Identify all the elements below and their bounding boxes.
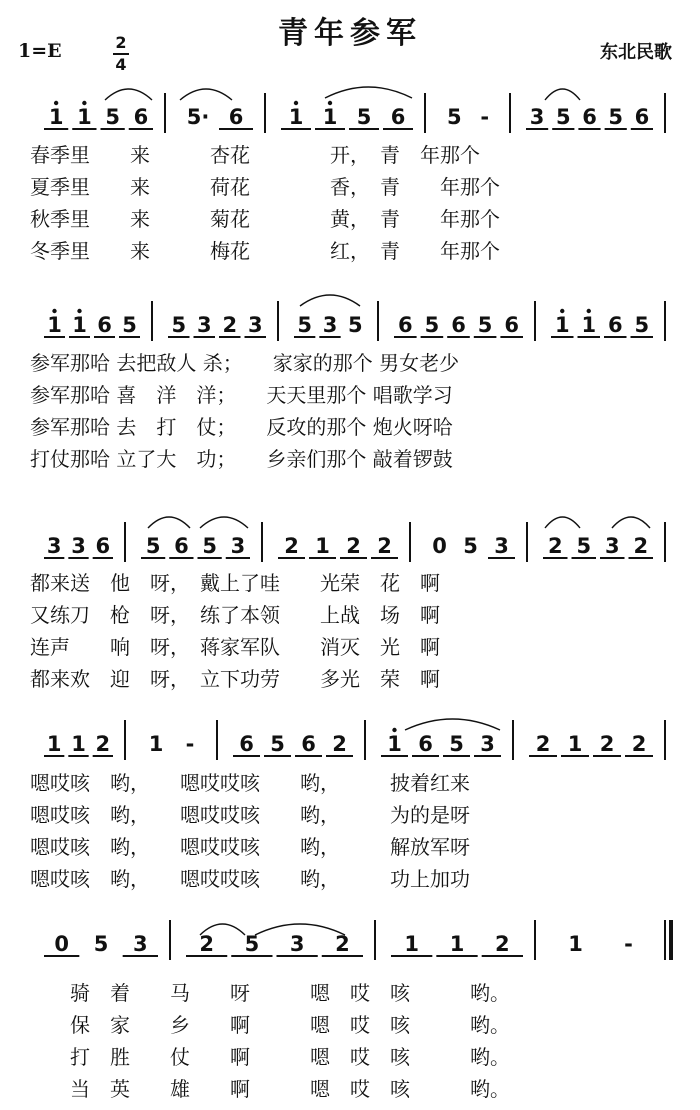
note: 2 [332,732,347,756]
note: 5 [93,932,109,956]
note: 1 [404,932,419,956]
lyric-line: 骑 着 马 呀 嗯 哎 咳 哟。 [70,981,510,1005]
note: 5 [446,105,462,129]
note: - [624,932,633,956]
note: 5 [477,313,493,337]
slur-arc [405,719,500,730]
note: 6 [634,105,650,129]
note: 6 [397,313,413,337]
lyric-line: 参军那哈 去 打 仗； 反攻的那个 炮火呀哈 [30,415,453,439]
note: 0 [54,932,69,956]
note: 2 [199,932,214,956]
note: 6 [97,313,112,337]
note: 2 [335,932,350,956]
note: 1 [71,732,86,756]
note: 6 [451,313,466,337]
high-octave-dot [77,309,81,313]
note: 1 [554,313,570,337]
note: 6 [418,732,433,756]
note: 5 [449,732,464,756]
note: 6 [390,105,406,129]
note: 3 [230,534,246,558]
note: 5 [145,534,161,558]
slur-arc [148,517,190,528]
note: 5 [270,732,285,756]
note: 2 [631,732,647,756]
note: 6 [504,313,520,337]
note: 5 [297,313,312,337]
high-octave-dot [82,101,86,105]
lyric-line: 打仗那哈 立了大 功； 乡亲们那个 敲着锣鼓 [30,447,453,471]
lyric-line: 保 家 乡 啊 嗯 哎 咳 哟。 [70,1013,510,1037]
note: 3 [247,313,263,337]
high-octave-dot [52,309,56,313]
note: 5 [105,105,120,129]
note: 3 [480,732,495,756]
lyric-line: 嗯哎咳 哟， 嗯哎哎咳 哟， 功上加功 [30,867,470,891]
note: 1 [288,105,304,129]
note: 1 [72,313,87,337]
lyric-line: 又练刀 枪 呀， 练了本领 上战 场 啊 [30,603,440,627]
note: 5 [348,313,363,337]
lyric-line: 都来送 他 呀， 戴上了哇 光荣 花 啊 [30,571,440,595]
note: 6 [95,534,111,558]
note: 2 [377,534,392,558]
note: 6 [174,534,189,558]
note: 1 [47,313,62,337]
note: 1 [567,732,583,756]
slur-arc [180,89,232,100]
note: 2 [547,534,563,558]
note: 0 [432,534,447,558]
note: 5 [171,313,187,337]
note: 6 [607,313,623,337]
note: 1 [148,732,164,756]
note: 3 [322,313,338,337]
note: 3 [196,313,212,337]
note: 1 [387,732,402,756]
note: 3 [494,534,509,558]
note: 6 [228,105,244,129]
high-octave-dot [560,309,564,313]
lyric-line: 秋季里 来 菊花 黄， 青 年那个 [30,207,500,231]
note: 2 [95,732,111,756]
note: 1 [48,105,64,129]
note: 5 [244,932,260,956]
note: 5 [555,105,571,129]
note: 6 [582,105,597,129]
note: 2 [535,732,551,756]
high-octave-dot [392,728,396,732]
note: 2 [346,534,361,558]
note: - [480,105,490,129]
note: 5 [122,313,137,337]
note: 5 [608,105,624,129]
note: 5 [634,313,650,337]
lyric-line: 夏季里 来 荷花 香， 青 年那个 [30,175,500,199]
slur-arc [612,517,650,528]
lyric-line: 嗯哎咳 哟， 嗯哎哎咳 哟， 为的是呀 [30,803,470,827]
lyric-line: 都来欢 迎 呀， 立下功劳 多光 荣 啊 [30,667,440,691]
slur-arc [300,295,360,306]
lyric-line: 参军那哈 去把敌人 杀； 家家的那个 男女老少 [30,351,460,375]
note: 2 [222,313,238,337]
key-signature: 1=E [18,40,62,62]
lyric-line: 春季里 来 杏花 开， 青 年那个 [30,143,480,167]
note: 1 [568,932,583,956]
note: 5 [463,534,478,558]
note: 2 [495,932,510,956]
time-signature-top: 2 [115,33,127,52]
lyric-line: 打 胜 仗 啊 嗯 哎 咳 哟。 [70,1045,510,1069]
high-octave-dot [294,101,298,105]
note: 3 [46,534,62,558]
high-octave-dot [587,309,591,313]
note: - [185,732,195,756]
note: 1 [77,105,92,129]
note: 1 [46,732,62,756]
slur-arc [545,517,580,528]
note: 1 [315,534,330,558]
note: 3 [529,105,545,129]
high-octave-dot [54,101,58,105]
note: 6 [301,732,316,756]
note: 5· [186,105,210,129]
note: 1 [322,105,338,129]
note: 5 [576,534,592,558]
slur-arc [545,89,580,100]
song-title: 青年参军 [278,16,422,51]
lyric-line: 嗯哎咳 哟， 嗯哎哎咳 哟， 披着红来 [30,771,470,795]
note: 3 [71,534,86,558]
high-octave-dot [328,101,332,105]
note: 2 [284,534,299,558]
note: 6 [133,105,149,129]
note: 2 [599,732,615,756]
note: 1 [449,932,465,956]
lyric-line: 嗯哎咳 哟， 嗯哎哎咳 哟， 解放军呀 [30,835,470,859]
note: 5 [424,313,440,337]
note: 3 [133,932,148,956]
note: 5 [202,534,217,558]
note: 1 [581,313,597,337]
note: 6 [239,732,254,756]
lyric-line: 连声 响 呀， 蒋家军队 消灭 光 啊 [30,635,440,659]
note: 5 [356,105,372,129]
lyric-line: 当 英 雄 啊 嗯 哎 咳 哟。 [70,1077,510,1101]
lyric-line: 参军那哈 喜 洋 洋； 天天里那个 唱歌学习 [30,383,453,407]
note: 3 [289,932,305,956]
note: 2 [633,534,649,558]
note: 3 [604,534,620,558]
lyric-line: 冬季里 来 梅花 红， 青 年那个 [30,239,500,263]
composer-credit: 东北民歌 [600,42,672,63]
slur-arc [325,87,412,98]
slur-arc [200,517,248,528]
slur-arc [105,89,152,100]
time-signature-bottom: 4 [115,55,127,74]
